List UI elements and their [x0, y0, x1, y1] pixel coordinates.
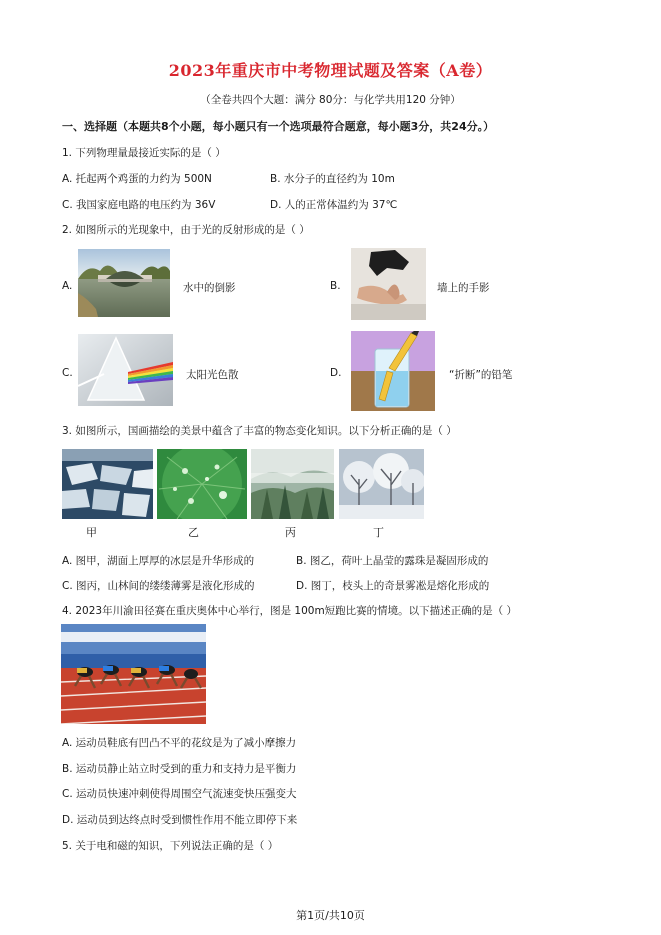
- q1-option-b: B. 水分子的直径约为 10m: [270, 173, 395, 185]
- page-subtitle: （全卷共四个大题：满分 80分：与化学共用120 分钟）: [200, 94, 461, 106]
- q4-option-d: D. 运动员到达终点时受到惯性作用不能立即停下来: [62, 814, 298, 826]
- page-footer: 第1页/共10页: [296, 909, 365, 922]
- broken-pencil-image: [351, 331, 435, 411]
- bridge-reflection-image: [78, 249, 170, 317]
- q5-stem: 5. 关于电和磁的知识，下列说法正确的是（ ）: [62, 840, 279, 852]
- sprint-race-image: [61, 624, 206, 724]
- section-heading: 一、选择题（本题共8个小题，每小题只有一个选项最符合题意，每小题3分，共24分。）: [62, 120, 495, 133]
- q3-caption-jia: 甲: [86, 526, 97, 539]
- q4-stem: 4. 2023年川渝田径赛在重庆奥体中心举行，图是 100m短跑比赛的情境。以下描述正确的是（ ）: [62, 605, 518, 617]
- q1-option-d: D. 人的正常体温约为 37℃: [270, 199, 398, 211]
- q3-caption-bing: 丙: [285, 526, 296, 539]
- q3-option-c: C. 图丙，山林间的缕缕薄雾是液化形成的: [62, 580, 255, 592]
- q2-option-c-letter: C.: [62, 367, 73, 379]
- q3-stem: 3. 如图所示，国画描绘的美景中蕴含了丰富的物态变化知识。以下分析正确的是（ ）: [62, 425, 457, 437]
- prism-dispersion-image: [78, 334, 173, 406]
- q2-option-c-text: 太阳光色散: [186, 369, 239, 381]
- q1-option-a: A. 托起两个鸡蛋的力约为 500N: [62, 173, 212, 185]
- q3-option-d: D. 图丁，枝头上的奇景雾凇是熔化形成的: [296, 580, 490, 592]
- q2-option-b-text: 墙上的手影: [437, 282, 490, 294]
- q3-option-a: A. 图甲，湖面上厚厚的冰层是升华形成的: [62, 555, 255, 567]
- q3-option-b: B. 图乙，荷叶上晶莹的露珠是凝固形成的: [296, 555, 489, 567]
- q1-stem: 1. 下列物理量最接近实际的是（ ）: [62, 147, 226, 159]
- q3-caption-yi: 乙: [188, 526, 199, 539]
- hand-shadow-image: [351, 248, 426, 320]
- rime-trees-image: [339, 449, 424, 519]
- q2-option-b-letter: B.: [330, 280, 341, 292]
- q2-stem: 2. 如图所示的光现象中，由于光的反射形成的是（ ）: [62, 224, 310, 236]
- q4-option-b: B. 运动员静止站立时受到的重力和支持力是平衡力: [62, 763, 297, 775]
- q2-option-d-text: “折断”的铅笔: [449, 369, 513, 381]
- q2-option-d-letter: D.: [330, 367, 342, 379]
- q1-option-c: C. 我国家庭电路的电压约为 36V: [62, 199, 216, 211]
- q4-option-c: C. 运动员快速冲刺使得周围空气流速变快压强变大: [62, 788, 297, 800]
- lotus-leaf-dew-image: [157, 449, 247, 519]
- q2-option-a-letter: A.: [62, 280, 73, 292]
- q3-caption-ding: 丁: [373, 526, 384, 539]
- page-title: 2023年重庆市中考物理试题及答案（A卷）: [168, 61, 493, 80]
- q4-option-a: A. 运动员鞋底有凹凸不平的花纹是为了减小摩擦力: [62, 737, 297, 749]
- q2-option-a-text: 水中的倒影: [183, 282, 236, 294]
- misty-forest-image: [251, 449, 334, 519]
- ice-lake-image: [62, 449, 153, 519]
